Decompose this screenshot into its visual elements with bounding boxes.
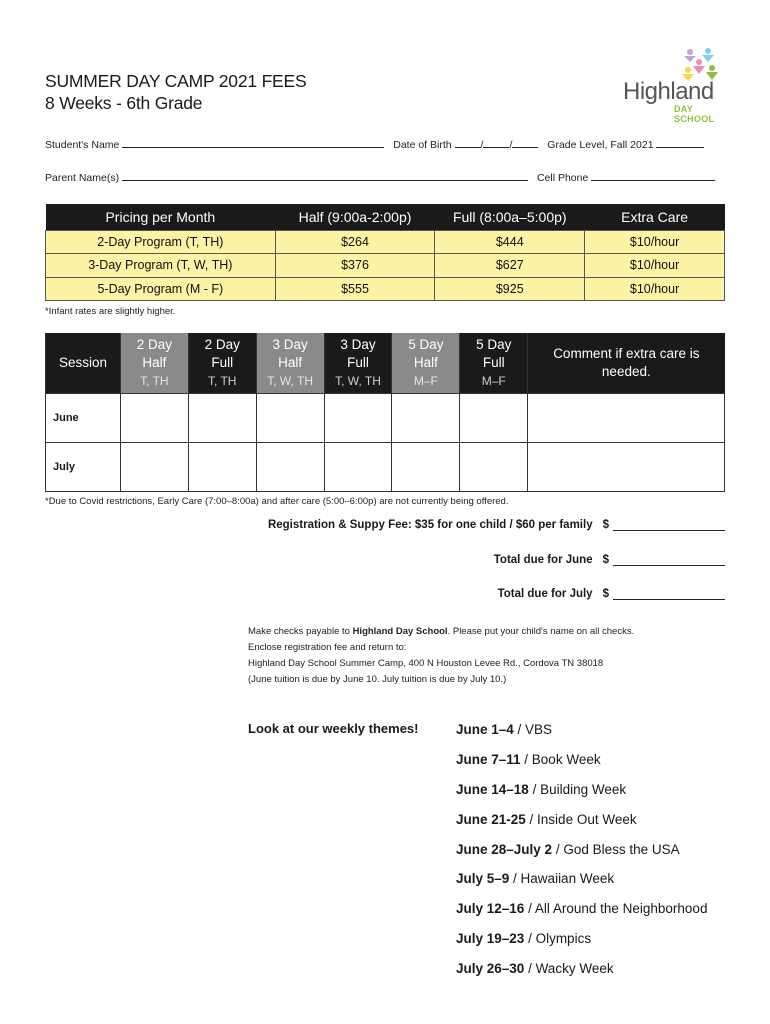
col-type: Full — [211, 354, 234, 370]
registration-fee-label: Registration & Suppy Fee: $35 for one child / $60 per family — [267, 519, 593, 531]
student-name-blank[interactable] — [122, 138, 384, 148]
half-price: $376 — [275, 254, 435, 278]
date-of-birth-label: Date of Birth — [393, 139, 452, 151]
pricing-header: Extra Care — [585, 204, 725, 230]
theme-date: June 21-25 — [456, 811, 526, 827]
theme-name: / Wacky Week — [524, 961, 614, 977]
payment-text: . Please put your child's name on all checks. — [447, 626, 635, 637]
theme-item — [456, 959, 707, 989]
student-name-label: Student's Name — [45, 139, 120, 151]
theme-item — [456, 840, 707, 870]
comment-cell[interactable] — [528, 442, 725, 491]
pricing-header: Half (9:00a-2:00p) — [275, 204, 435, 230]
session-col-2day-full — [188, 333, 256, 393]
extra-care-price: $10/hour — [585, 230, 725, 254]
col-weekdays: T, TH — [208, 373, 237, 388]
checkbox-cell[interactable] — [120, 393, 188, 442]
checkbox-cell[interactable] — [324, 442, 392, 491]
col-days: 2 Day — [204, 336, 240, 352]
pricing-row — [46, 277, 725, 301]
infant-rates-note: *Infant rates are slightly higher. — [45, 306, 176, 317]
theme-date: June 28–July 2 — [456, 841, 553, 857]
program-name: 2-Day Program (T, TH) — [46, 230, 276, 254]
covid-note: *Due to Covid restrictions, Early Care (7:00–8:00a) and after care (5:00–6:00p) are not currently being offered. — [45, 496, 509, 507]
pricing-header: Full (8:00a–5:00p) — [435, 204, 585, 230]
cell-phone-blank[interactable] — [591, 171, 715, 181]
payment-line-2: Enclose registration fee and return to: — [248, 642, 407, 653]
pricing-row — [46, 254, 725, 278]
session-row-july — [46, 442, 725, 491]
checkbox-cell[interactable] — [392, 442, 460, 491]
col-weekdays: T, TH — [140, 373, 169, 388]
june-total-blank[interactable] — [613, 556, 725, 566]
session-col-3day-full — [324, 333, 392, 393]
session-col-5day-half — [392, 333, 460, 393]
half-price: $555 — [275, 277, 435, 301]
theme-date: June 1–4 — [456, 722, 514, 737]
theme-date: July 5–9 — [456, 871, 510, 887]
logo-wordmark: Highland — [623, 78, 714, 105]
dob-year-blank[interactable] — [512, 138, 538, 148]
june-total-label: Total due for June — [493, 554, 593, 566]
dollar-sign: $ — [602, 554, 609, 566]
checkbox-cell[interactable] — [256, 442, 324, 491]
dob-month-blank[interactable] — [455, 138, 481, 148]
theme-date: June 7–11 — [456, 751, 521, 767]
session-row-june — [46, 393, 725, 442]
june-total-row — [494, 554, 725, 566]
grade-level-blank[interactable] — [656, 138, 704, 148]
cell-phone-label: Cell Phone — [536, 172, 589, 184]
session-col-2day-half — [120, 333, 188, 393]
theme-item — [456, 899, 707, 929]
col-type: Full — [482, 354, 505, 370]
pricing-row — [46, 230, 725, 254]
theme-item — [456, 810, 707, 840]
full-price: $444 — [435, 230, 585, 254]
logo-subtitle: DAY SCHOOL — [674, 104, 715, 124]
highland-logo — [620, 44, 730, 124]
program-name: 5-Day Program (M - F) — [46, 277, 276, 301]
theme-name: / All Around the Neighborhood — [524, 901, 708, 917]
col-days: 5 Day — [408, 336, 444, 352]
theme-name: / Hawaiian Week — [509, 871, 615, 887]
title-line-2: 8 Weeks - 6th Grade — [45, 93, 203, 113]
full-price: $925 — [435, 277, 585, 301]
full-price: $627 — [435, 254, 585, 278]
theme-date: July 12–16 — [456, 901, 525, 917]
theme-name: / Building Week — [528, 781, 627, 797]
theme-date: July 19–23 — [456, 931, 525, 947]
col-days: 3 Day — [272, 336, 308, 352]
extra-care-price: $10/hour — [585, 254, 725, 278]
theme-name: / Inside Out Week — [525, 811, 637, 827]
parent-names-blank[interactable] — [122, 171, 528, 181]
col-type: Half — [142, 354, 167, 370]
july-total-label: Total due for July — [497, 588, 593, 600]
theme-item — [456, 929, 707, 959]
july-total-blank[interactable] — [613, 590, 725, 600]
payment-instructions — [248, 624, 634, 688]
session-col-5day-full — [460, 333, 528, 393]
registration-fee-row — [268, 519, 725, 531]
theme-name: / Book Week — [520, 751, 601, 767]
payment-line-4: (June tuition is due by June 10. July tuition is due by July 10.) — [248, 674, 507, 685]
dob-day-blank[interactable] — [483, 138, 509, 148]
checkbox-cell[interactable] — [120, 442, 188, 491]
col-weekdays: M–F — [413, 373, 438, 388]
col-days: 2 Day — [136, 336, 172, 352]
month-label: June — [46, 393, 121, 442]
theme-item — [456, 750, 707, 780]
session-table — [45, 333, 725, 492]
theme-name: / VBS — [513, 722, 553, 737]
comment-cell[interactable] — [528, 393, 725, 442]
payment-text: Make checks payable to — [248, 626, 353, 637]
pricing-header-row — [46, 204, 725, 230]
col-days: 5 Day — [476, 336, 512, 352]
checkbox-cell[interactable] — [392, 393, 460, 442]
comment-header: Comment if extra care is needed. — [528, 333, 725, 393]
col-weekdays: T, W, TH — [335, 373, 381, 388]
dollar-sign: $ — [602, 519, 609, 531]
session-label-header: Session — [46, 333, 121, 393]
col-days: 3 Day — [340, 336, 376, 352]
theme-name: / God Bless the USA — [552, 841, 680, 857]
checkbox-cell[interactable] — [188, 442, 256, 491]
parent-info-row — [45, 171, 715, 185]
theme-item — [456, 720, 707, 750]
page-title — [45, 70, 306, 114]
theme-date: June 14–18 — [456, 781, 529, 797]
payment-line-1 — [248, 624, 634, 640]
grade-level-label: Grade Level, Fall 2021 — [547, 139, 654, 151]
pricing-header: Pricing per Month — [46, 204, 276, 230]
col-weekdays: M–F — [481, 373, 506, 388]
themes-list — [456, 720, 707, 989]
parent-names-label: Parent Name(s) — [45, 172, 120, 184]
program-name: 3-Day Program (T, W, TH) — [46, 254, 276, 278]
registration-fee-blank[interactable] — [613, 521, 725, 531]
checkbox-cell[interactable] — [256, 393, 324, 442]
half-price: $264 — [275, 230, 435, 254]
payment-line-3: Highland Day School Summer Camp, 400 N Houston Levee Rd., Cordova TN 38018 — [248, 658, 604, 669]
themes-label: Look at our weekly themes! — [248, 721, 419, 736]
session-header-row — [46, 333, 725, 393]
col-type: Full — [347, 354, 369, 370]
july-total-row — [498, 588, 725, 600]
checkbox-cell[interactable] — [460, 393, 528, 442]
col-type: Half — [413, 354, 438, 370]
session-col-3day-half — [256, 333, 324, 393]
col-type: Half — [278, 354, 303, 370]
title-line-1: SUMMER DAY CAMP 2021 FEES — [45, 71, 307, 91]
checkbox-cell[interactable] — [188, 393, 256, 442]
theme-name: / Olympics — [524, 931, 592, 947]
month-label: July — [46, 442, 121, 491]
checkbox-cell[interactable] — [460, 442, 528, 491]
theme-date: July 26–30 — [456, 961, 525, 977]
theme-item — [456, 869, 707, 899]
dollar-sign: $ — [602, 588, 609, 600]
payee-name: Highland Day School — [352, 626, 448, 637]
pricing-table — [45, 204, 725, 301]
student-info-row: Student's Name Date of Birth / / Grade Level, Fall 2021 — [45, 138, 704, 152]
extra-care-price: $10/hour — [585, 277, 725, 301]
col-weekdays: T, W, TH — [267, 373, 313, 388]
checkbox-cell[interactable] — [324, 393, 392, 442]
theme-item — [456, 780, 707, 810]
